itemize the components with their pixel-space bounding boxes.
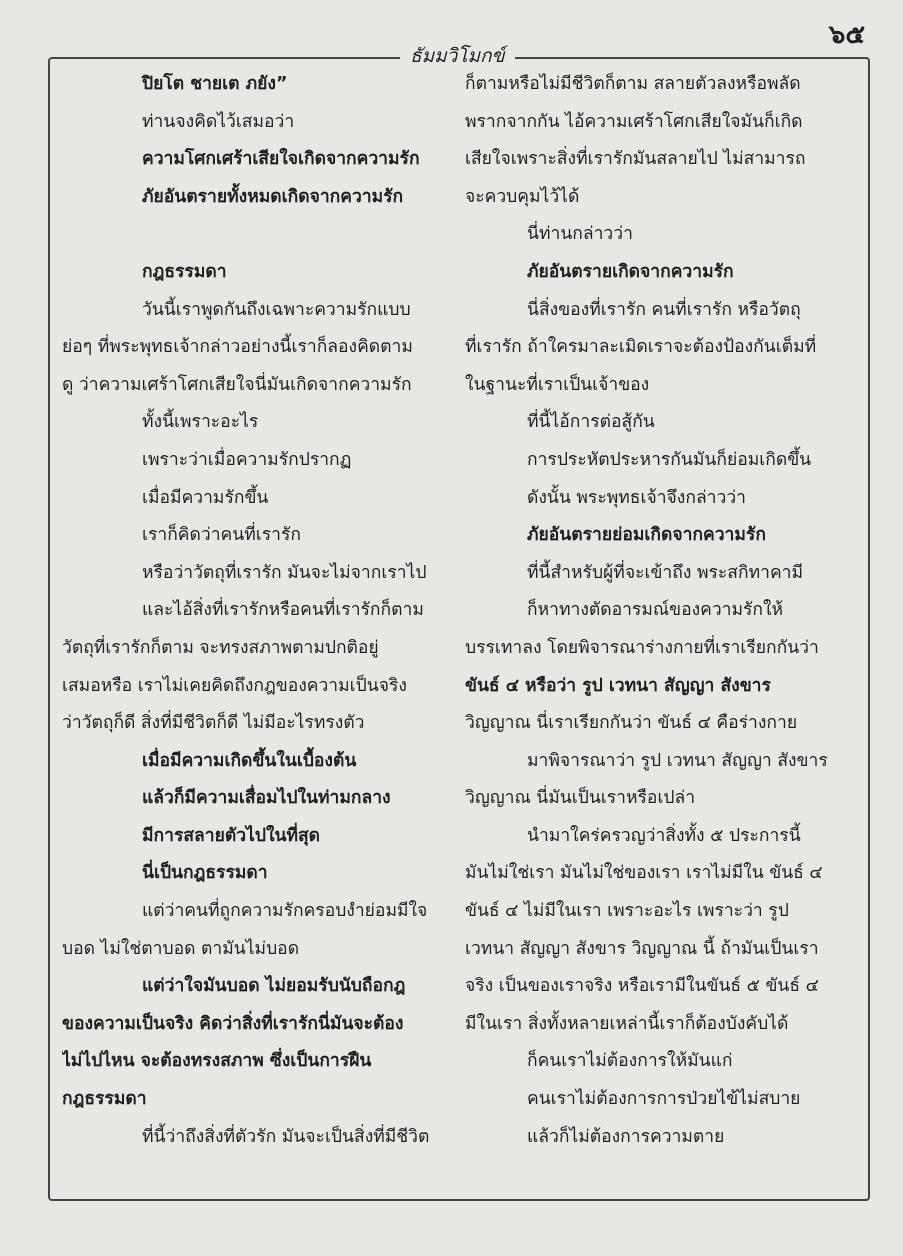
- left-text-line: ทั้งนี้เพราะอะไร: [142, 412, 259, 433]
- left-text-line: ท่านจงคิดไว้เสมอว่า: [142, 111, 295, 132]
- left-text-line: เสมอหรือ เราไม่เคยคิดถึงกฎของความเป็นจริง: [62, 675, 407, 696]
- left-text-line: เมื่อมีความเกิดขึ้นในเบื้องต้น: [142, 750, 357, 771]
- left-text-line: ปิยโต ชายเต ภยัง”: [142, 74, 288, 94]
- right-text-line: การประหัตประหารกันมันก็ย่อมเกิดขึ้น: [527, 449, 812, 470]
- left-text-line: บอด ไม่ใช่ตาบอด ตามันไม่บอด: [62, 938, 300, 959]
- right-text-line: ที่นี้ไอ้การต่อสู้กัน: [527, 412, 655, 433]
- left-text-line: มีการสลายตัวไปในที่สุด: [142, 825, 321, 846]
- right-text-line: ที่นี้สำหรับผู้ที่จะเข้าถึง พระสกิทาคามี: [527, 562, 804, 583]
- right-text-line: ภัยอันตรายเกิดจากความรัก: [527, 261, 734, 282]
- right-text-line: ขันธ์ ๔ หรือว่า รูป เวทนา สัญญา สังขาร: [465, 675, 771, 696]
- page-number: ๖๕: [828, 20, 865, 50]
- right-text-line: จะควบคุมไว้ได้: [465, 186, 580, 207]
- left-text-line: เราก็คิดว่าคนที่เรารัก: [142, 525, 301, 546]
- left-text-line: [62, 216, 434, 254]
- right-text-line: มันไม่ใช่เรา มันไม่ใช่ของเรา เราไม่มีใน ขันธ์ ๔: [465, 863, 823, 884]
- left-text-line: ความโศกเศร้าเสียใจเกิดจากความรัก: [142, 149, 420, 170]
- left-text-line: วัตถุที่เรารักก็ตาม จะทรงสภาพตามปกติอยู่: [62, 637, 379, 658]
- right-text-line: ดังนั้น พระพุทธเจ้าจึงกล่าวว่า: [527, 487, 746, 508]
- right-text-line: ก็ตามหรือไม่มีชีวิตก็ตาม สลายตัวลงหรือพลัด: [465, 74, 801, 94]
- right-text-line: ก็หาทางตัดอารมณ์ของความรักให้: [527, 600, 784, 621]
- right-text-line: เสียใจเพราะสิ่งที่เรารักมันสลายไป ไม่สามารถ: [465, 149, 806, 170]
- right-text-line: แล้วก็ไม่ต้องการความตาย: [527, 1126, 725, 1147]
- right-text-line: นำมาใคร่ครวญว่าสิ่งทั้ง ๕ ประการนี้: [527, 825, 801, 846]
- left-text-line: ของความเป็นจริง คิดว่าสิ่งที่เรารักนี่มันจะต้อง: [62, 1013, 404, 1034]
- right-text-line: พรากจากกัน ไอ้ความเศร้าโศกเสียใจมันก็เกิด: [465, 111, 803, 132]
- left-text-line: กฎธรรมดา: [142, 261, 227, 282]
- left-text-line: แล้วก็มีความเสื่อมไปในท่ามกลาง: [142, 788, 391, 809]
- left-column: [62, 66, 434, 1156]
- running-header: ธัมมวิโมกข์: [400, 41, 515, 71]
- right-column: [465, 66, 837, 1156]
- left-text-line: เพราะว่าเมื่อความรักปรากฏ: [142, 449, 352, 470]
- right-text-line: ขันธ์ ๔ ไม่มีในเรา เพราะอะไร เพราะว่า รูป: [465, 901, 789, 922]
- right-text-line: ที่เรารัก ถ้าใครมาละเมิดเราจะต้องป้องกันเต็มที่: [465, 337, 817, 358]
- left-text-line: ย่อๆ ที่พระพุทธเจ้ากล่าวอย่างนี้เราก็ลองคิดตาม: [62, 337, 413, 358]
- left-text-line: ว่าวัตถุก็ดี สิ่งที่มีชีวิตก็ดี ไม่มีอะไรทรงตัว: [62, 713, 365, 734]
- left-text-line: กฎธรรมดา: [62, 1089, 147, 1110]
- right-text-line: ก็คนเราไม่ต้องการให้มันแก่: [527, 1051, 733, 1072]
- right-text-line: จริง เป็นของเราจริง หรือเรามีในขันธ์ ๕ ขันธ์ ๔: [465, 976, 819, 997]
- right-text-line: นี่สิ่งของที่เรารัก คนที่เรารัก หรือวัตถุ: [527, 299, 801, 320]
- left-text-line: ที่นี้ว่าถึงสิ่งที่ตัวรัก มันจะเป็นสิ่งที่มีชีวิต: [142, 1126, 430, 1147]
- left-text-line: หรือว่าวัตถุที่เรารัก มันจะไม่จากเราไป: [142, 562, 427, 583]
- right-text-line: วิญญาณ นี่มันเป็นเราหรือเปล่า: [465, 788, 696, 809]
- right-text-line: เวทนา สัญญา สังขาร วิญญาณ นี้ ถ้ามันเป็นเรา: [465, 938, 819, 959]
- left-text-line: นี่เป็นกฎธรรมดา: [142, 863, 268, 884]
- left-text-line: วันนี้เราพูดกันถึงเฉพาะความรักแบบ: [142, 299, 411, 320]
- right-text-line: คนเราไม่ต้องการการป่วยไข้ไม่สบาย: [527, 1089, 801, 1110]
- right-text-line: มาพิจารณาว่า รูป เวทนา สัญญา สังขาร: [527, 750, 828, 771]
- right-text-line: วิญญาณ นี่เราเรียกกันว่า ขันธ์ ๔ คือร่างกาย: [465, 713, 798, 734]
- right-text-line: ในฐานะที่เราเป็นเจ้าของ: [465, 374, 650, 395]
- left-text-line: ภัยอันตรายทั้งหมดเกิดจากความรัก: [142, 186, 404, 207]
- left-text-line: ดู ว่าความเศร้าโศกเสียใจนี่มันเกิดจากความรัก: [62, 374, 412, 395]
- left-text-line: และไอ้สิ่งที่เรารักหรือคนที่เรารักก็ตาม: [142, 600, 424, 621]
- left-text-line: ไม่ไปไหน จะต้องทรงสภาพ ซึ่งเป็นการฝืน: [62, 1051, 372, 1072]
- left-text-line: แต่ว่าคนที่ถูกความรักครอบงำย่อมมีใจ: [142, 901, 428, 922]
- right-text-line: มีในเรา สิ่งทั้งหลายเหล่านี้เราก็ต้องบังคับได้: [465, 1013, 789, 1034]
- left-text-line: แต่ว่าใจมันบอด ไม่ยอมรับนับถือกฎ: [142, 976, 406, 997]
- left-text-line: เมื่อมีความรักขึ้น: [142, 487, 269, 508]
- right-text-line: นี่ท่านกล่าวว่า: [527, 224, 633, 245]
- right-text-line: บรรเทาลง โดยพิจารณาร่างกายที่เราเรียกกันว่า: [465, 637, 819, 658]
- right-text-line: ภัยอันตรายย่อมเกิดจากความรัก: [527, 525, 766, 546]
